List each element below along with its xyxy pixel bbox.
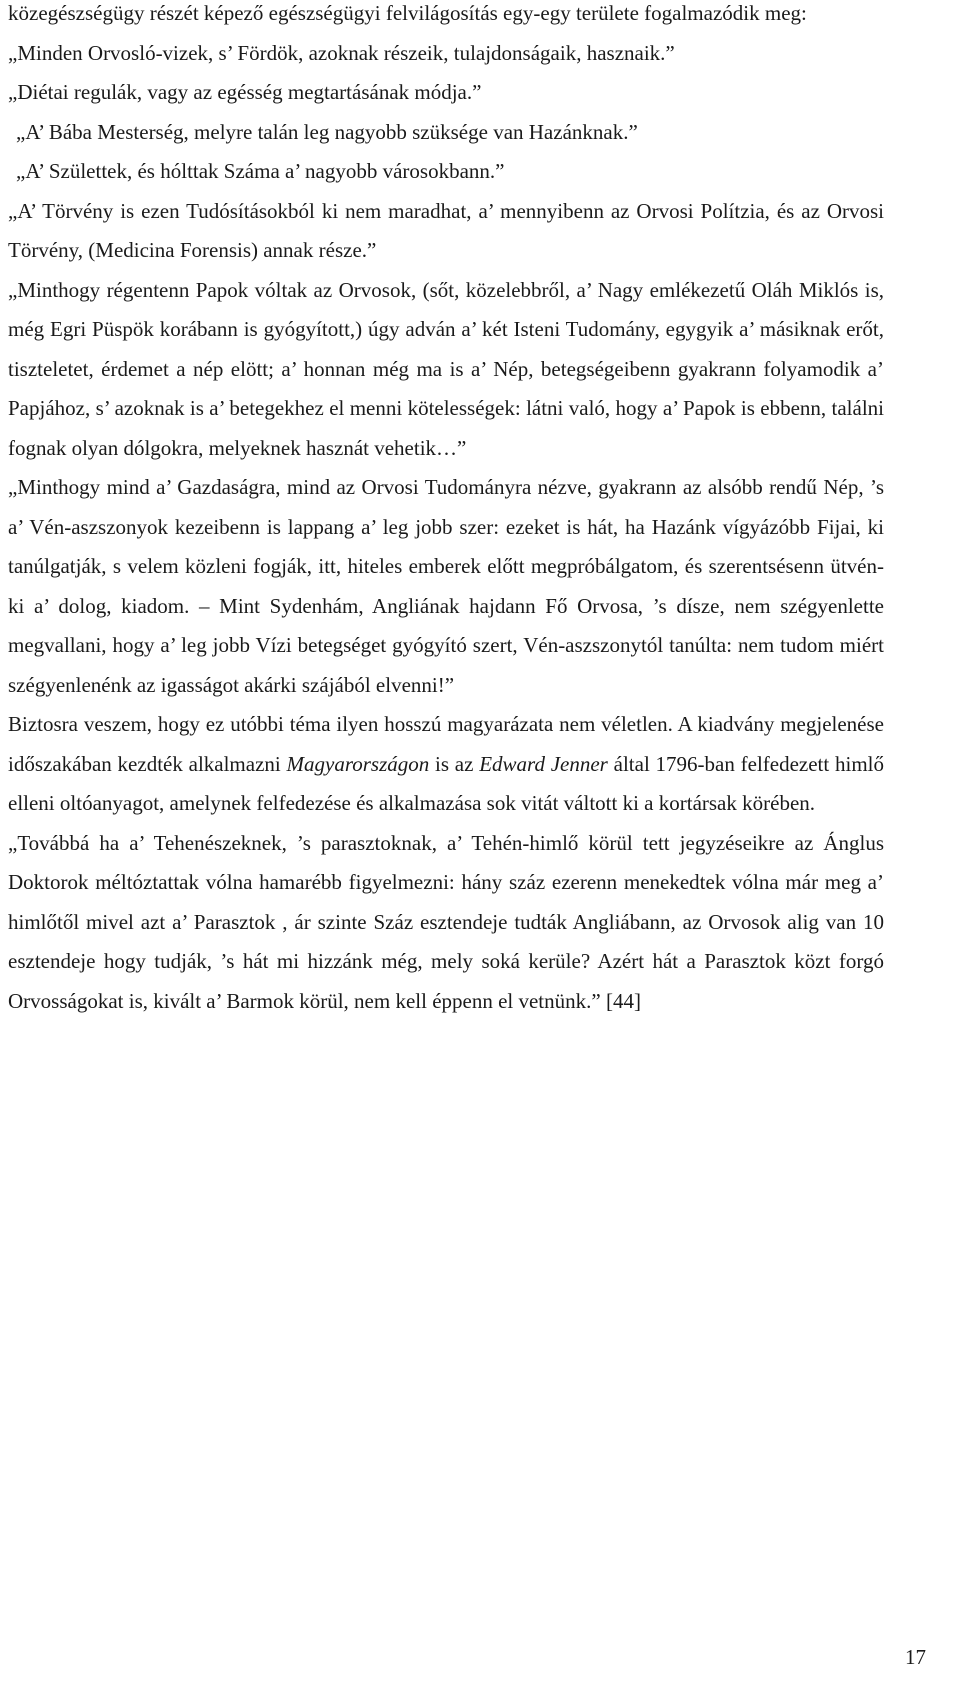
commentary-text-start: Biztosra veszem, hogy ez utóbbi téma ilyen hosszú magyarázata nem véletlen. A kiadvány megjelenése időszakában kezdték alkalmazni: [8, 712, 884, 776]
quote-mineral-waters: „Minden Orvosló-vizek, s’ Fördök, azoknak részeik, tulajdonságaik, hasznaik.”: [8, 40, 675, 65]
commentary-text-middle: is az: [429, 751, 480, 776]
quote-diet-rules: „Diétai regulák, vagy az egésség megtartásának módja.”: [8, 80, 482, 104]
quote-folk-remedies: „Minthogy mind a’ Gazdaságra, mind az Orvosi Tudományra nézve, gyakrann az alsóbb rendű Nép, ’s a’ Vén-aszszonyok kezeibenn is lappang a’ leg jobb szer: ezeket is hát, ha Hazánk vígyázóbb Fijai, ki tanúlgatják, s velem közleni fogják, itt, hiteles emberek előtt megpróbálgatom, és szerentsésenn ütvén-ki a’ dolog, kiadom. – Mint Sydenhám, Angliának hajdann Fő Orvosa, ’s dísze, nem szégyenlette megvallani, hogy a’ leg jobb Vízi betegséget gyógyító szert, Vén-aszszonytól tanúlta: nem tudom miért szégyenlenénk az igasságot akárki szájából elvenni!”: [8, 475, 884, 697]
quote-cowpox: „Továbbá ha a’ Tehenészeknek, ’s parasztoknak, a’ Tehén-himlő körül tett jegyzéseikre az Ánglus Doktorok méltóztattak vólna hamarébb figyelmezni: hány száz ezerenn menekedtek vólna már meg a’ himlőtől mivel azt a’ Parasztok , ár szinte Száz esztendeje tudták Angliábann, az Orvosok alig van 10 esztendeje hogy tudják, ’s hát mi hizzánk még, mely soká kerüle? Azért hát a Parasztok közt forgó Orvosságokat is, kivált a’ Barmok körül, nem kell éppenn el vetnünk.” [44]: [8, 830, 884, 1013]
intro-paragraph: közegészségügy részét képező egészségügyi felvilágosítás egy-egy területe fogalmazódik meg:: [8, 1, 807, 25]
quote-births-deaths: „A’ Születtek, és hólttak Száma a’ nagyobb városokbann.”: [16, 159, 505, 183]
commentary-text-end: által 1796-ban felfedezett himlő elleni oltóanyagot, amelynek felfedezése és alkalmazása sok vitát váltott ki a kortársak körében.: [8, 751, 884, 815]
page-number: 17: [905, 1645, 926, 1669]
quote-medical-law: „A’ Törvény is ezen Tudósításokból ki nem maradhat, a’ mennyibenn az Orvosi Polítzia, és az Orvosi Törvény, (Medicina Forensis) annak része.”: [8, 198, 884, 262]
document-page: [8, 0, 884, 1021]
quote-priests-doctors: „Minthogy régentenn Papok vóltak az Orvosok, (sőt, közelebbről, a’ Nagy emlékezetű Oláh Miklós is, még Egri Püspök korábann is gyógyított,) úgy adván a’ két Isteni Tudomány, egygyik a’ másiknak erőt, tiszteletet, érdemet a nép elött; a’ honnan még ma is a’ Nép, betegségeibenn gyakrann folyamodik a’ Papjához, s’ azoknak is a’ betegekhez el menni kötelességek: látni való, hogy a’ Papok is ebbenn, találni fognak olyan dólgokra, melyeknek hasznát vehetik…”: [8, 277, 884, 460]
author-commentary-paragraph: [8, 705, 884, 824]
commentary-emphasis-hungary: Magyarországon: [286, 751, 430, 776]
commentary-emphasis-jenner: Edward Jenner: [479, 751, 608, 776]
quote-midwifery: „A’ Bába Mesterség, melyre talán leg nagyobb szüksége van Hazánknak.”: [16, 119, 638, 144]
